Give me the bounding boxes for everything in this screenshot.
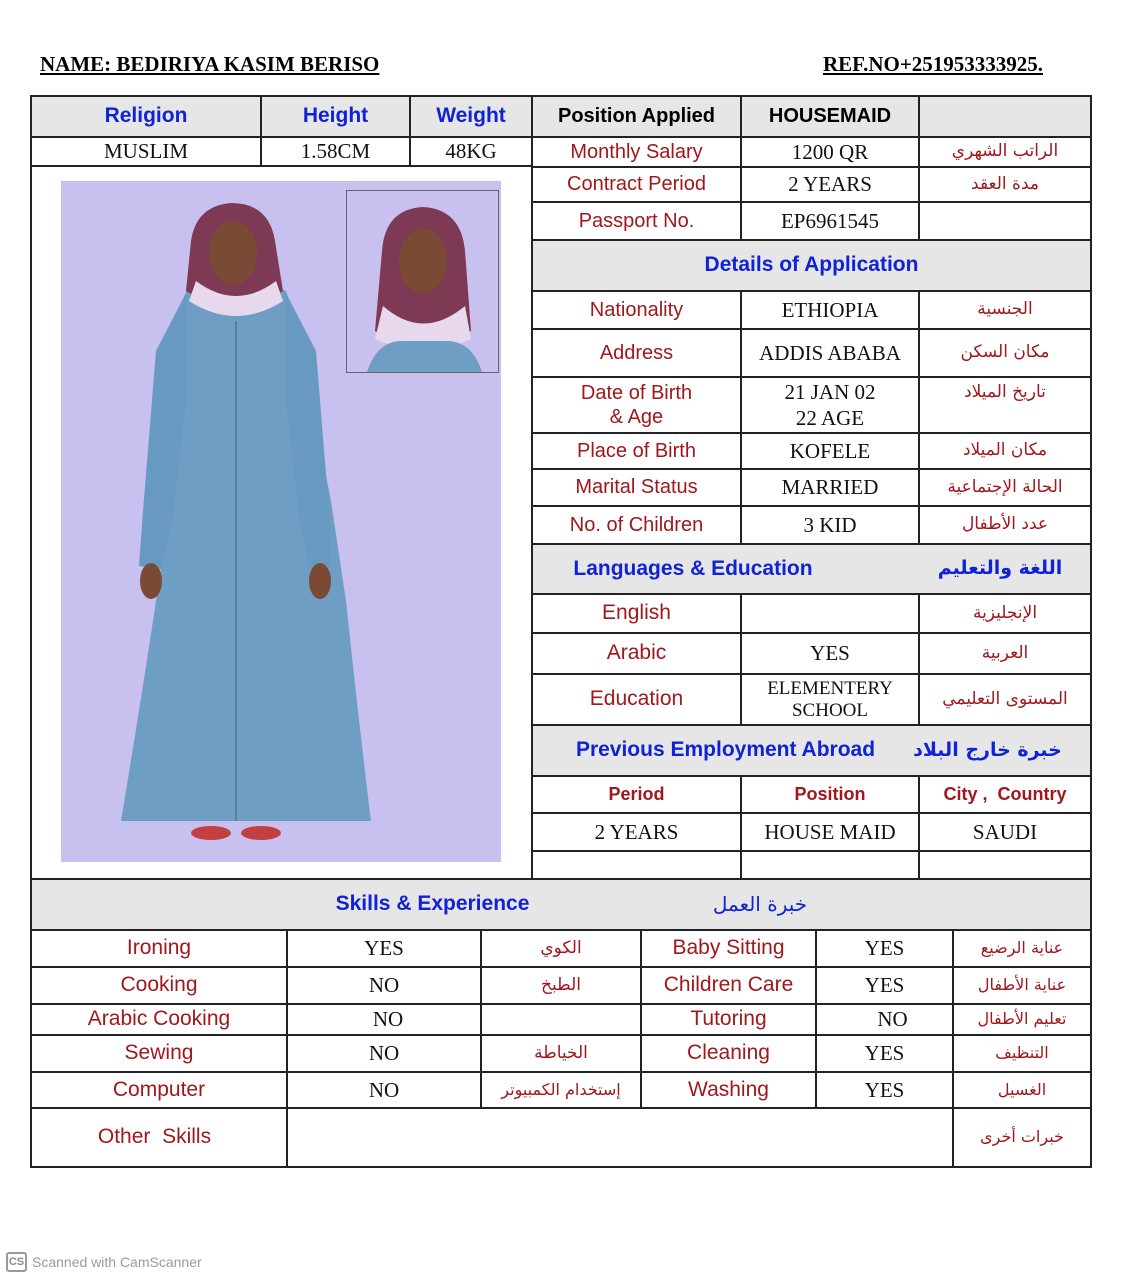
skill-computer-value: NO <box>368 1077 400 1102</box>
education-label: Education <box>589 687 684 711</box>
employment-title-arabic: خبرة خارج البلاد <box>913 738 1062 761</box>
salary-label: Monthly Salary <box>570 140 703 163</box>
skill-cooking-arabic: الطبخ <box>541 974 581 995</box>
candidate-name: NAME: BEDIRIYA KASIM BERISO <box>40 52 380 76</box>
city-country-header: City , Country <box>943 784 1067 805</box>
skill-cleaning-label: Cleaning <box>687 1041 770 1065</box>
skill-baby-sitting-arabic: عناية الرضيع <box>980 938 1064 958</box>
languages-title-arabic: اللغة والتعليم <box>937 557 1063 580</box>
arabic-arabic: العربية <box>981 642 1029 663</box>
skill-washing-arabic: الغسيل <box>997 1079 1047 1099</box>
position-applied-value: HOUSEMAID <box>768 105 892 127</box>
children-value: 3 KID <box>803 512 857 537</box>
passport-label: Passport No. <box>578 209 695 232</box>
english-value <box>742 595 918 632</box>
employment-country: SAUDI <box>972 819 1038 844</box>
arabic-label: Arabic <box>606 641 667 665</box>
education-value <box>742 675 918 724</box>
other-skills-arabic: خبرات أخرى <box>980 1127 1064 1147</box>
pob-value: KOFELE <box>789 438 871 463</box>
employment-position: HOUSE MAID <box>764 819 896 844</box>
other-skills-label: Other Skills <box>97 1125 212 1148</box>
weight-value: 48KG <box>445 139 497 164</box>
skill-tutoring-value: NO <box>877 1007 908 1032</box>
skill-cooking-label: Cooking <box>120 973 198 997</box>
skill-computer-arabic: إستخدام الكمبيوتر <box>501 1079 621 1099</box>
address-arabic: مكان السكن <box>960 342 1050 363</box>
skill-washing-value: YES <box>864 1077 905 1102</box>
marital-arabic: الحالة الإجتماعية <box>947 476 1063 497</box>
skill-children-care-value: YES <box>864 973 905 998</box>
skill-cleaning-arabic: التنظيف <box>995 1043 1049 1063</box>
skill-arabic-cooking-label: Arabic Cooking <box>87 1007 231 1031</box>
skill-baby-sitting-value: YES <box>864 936 905 961</box>
address-label: Address <box>599 341 674 364</box>
skills-title-arabic: خبرة العمل <box>712 892 808 916</box>
pob-arabic: مكان الميلاد <box>962 440 1048 461</box>
pob-label: Place of Birth <box>577 439 696 462</box>
salary-arabic: الراتب الشهري <box>951 141 1059 162</box>
contract-arabic: مدة العقد <box>971 173 1039 194</box>
dob-label <box>533 378 740 432</box>
camscanner-icon: CS <box>6 1252 27 1272</box>
weight-label: Weight <box>436 104 506 128</box>
skill-ironing-label: Ironing <box>126 936 192 960</box>
skill-tutoring-arabic: تعليم الأطفال <box>977 1009 1067 1029</box>
contract-label: Contract Period <box>567 173 706 195</box>
address-value: ADDIS ABABA <box>759 340 901 365</box>
skill-arabic-cooking-value: NO <box>372 1007 404 1032</box>
children-label: No. of Children <box>569 513 704 536</box>
arabic-value: YES <box>810 641 850 666</box>
skill-children-care-label: Children Care <box>663 973 794 997</box>
skill-children-care-arabic: عناية الأطفال <box>977 975 1067 995</box>
dob-value-line2: 22 AGE <box>795 405 865 430</box>
children-arabic: عدد الأطفال <box>961 514 1049 535</box>
employment-period: 2 YEARS <box>594 819 679 844</box>
english-label: English <box>602 601 671 625</box>
reference-number: REF.NO+251953333925. <box>823 52 1044 76</box>
scanner-watermark: Scanned with CamScanner <box>32 1254 202 1270</box>
languages-title: Languages & Education <box>573 556 813 580</box>
height-value: 1.58CM <box>300 139 371 164</box>
skill-washing-label: Washing <box>688 1077 769 1101</box>
dob-label-line1: Date of Birth <box>580 381 693 404</box>
education-value-line2: SCHOOL <box>791 699 868 721</box>
nationality-label: Nationality <box>589 298 684 321</box>
dob-value <box>742 378 918 432</box>
skill-cleaning-value: YES <box>864 1041 905 1066</box>
height-label: Height <box>302 104 369 128</box>
marital-value: MARRIED <box>781 475 879 500</box>
skill-computer-label: Computer <box>112 1077 206 1101</box>
english-arabic: الإنجليزية <box>972 602 1038 623</box>
details-title: Details of Application <box>704 253 919 277</box>
skill-ironing-arabic: الكوي <box>540 937 582 958</box>
period-header: Period <box>608 784 665 805</box>
skill-sewing-label: Sewing <box>124 1041 194 1065</box>
position-header: Position <box>794 784 866 805</box>
education-arabic: المستوى التعليمي <box>942 688 1068 709</box>
employment-title: Previous Employment Abroad <box>575 738 876 762</box>
religion-value: MUSLIM <box>103 139 188 164</box>
skill-cooking-value: NO <box>368 973 400 998</box>
position-applied-label: Position Applied <box>557 105 716 127</box>
skill-tutoring-label: Tutoring <box>690 1007 767 1031</box>
skill-sewing-value: NO <box>368 1041 400 1066</box>
passport-photo <box>346 190 499 373</box>
contract-value: 2 YEARS <box>788 172 872 197</box>
dob-arabic: تاريخ الميلاد <box>964 382 1046 403</box>
passport-value: EP6961545 <box>780 208 879 233</box>
skills-title: Skills & Experience <box>335 892 530 916</box>
religion-label: Religion <box>104 104 188 128</box>
dob-label-line2: & Age <box>609 405 664 428</box>
skill-baby-sitting-label: Baby Sitting <box>672 936 785 960</box>
education-value-line1: ELEMENTERY <box>767 677 893 699</box>
marital-label: Marital Status <box>575 476 698 498</box>
dob-value-line1: 21 JAN 02 <box>784 380 876 405</box>
nationality-arabic: الجنسية <box>977 299 1033 320</box>
nationality-value: ETHIOPIA <box>781 297 879 322</box>
skill-sewing-arabic: الخياطة <box>534 1042 588 1063</box>
skill-ironing-value: YES <box>364 936 404 961</box>
salary-value: 1200 QR <box>791 139 869 164</box>
